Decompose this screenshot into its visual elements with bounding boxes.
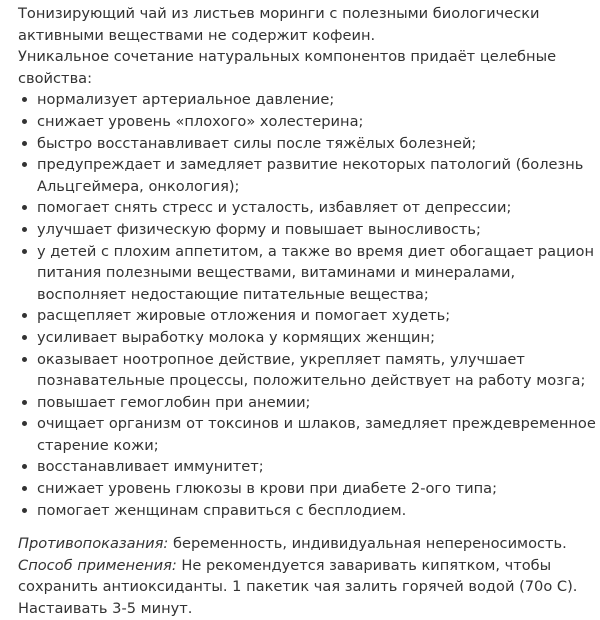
benefit-item: очищает организм от токсинов и шлаков, замедляет преждевременное старение кожи; <box>18 413 596 456</box>
benefit-item: усиливает выработку молока у кормящих женщин; <box>18 327 596 349</box>
benefit-item: помогает женщинам справиться с бесплодием. <box>18 500 596 522</box>
benefit-item: предупреждает и замедляет развитие некоторых патологий (болезнь Альцгеймера, онкология); <box>18 154 596 197</box>
contraindications-paragraph <box>18 533 596 555</box>
usage-label: Способ применения: <box>18 556 177 574</box>
properties-lead-in: Уникальное сочетание натуральных компонентов придаёт целебные свойства: <box>18 48 557 87</box>
benefits-list <box>18 89 596 521</box>
benefit-item: улучшает физическую форму и повышает выносливость; <box>18 219 596 241</box>
benefit-item: быстро восстанавливает силы после тяжёлых болезней; <box>18 133 596 155</box>
product-description <box>18 3 596 620</box>
contraindications-text: беременность, индивидуальная непереносимость. <box>168 535 567 553</box>
benefit-item: восстанавливает иммунитет; <box>18 456 596 478</box>
benefit-item: помогает снять стресс и усталость, избавляет от депрессии; <box>18 197 596 219</box>
benefit-item: снижает уровень «плохого» холестерина; <box>18 111 596 133</box>
intro-section <box>18 3 596 89</box>
benefit-item: нормализует артериальное давление; <box>18 89 596 111</box>
benefit-item: оказывает ноотропное действие, укрепляет память, улучшает познавательные процессы, положительно действует на работу мозга; <box>18 349 596 392</box>
benefit-item: у детей с плохим аппетитом, а также во время диет обогащает рацион питания полезными веществами, витаминами и минералами, восполняет недостающие питательные вещества; <box>18 241 596 306</box>
benefit-item: повышает гемоглобин при анемии; <box>18 392 596 414</box>
contraindications-label: Противопоказания: <box>18 535 169 553</box>
benefit-item: снижает уровень глюкозы в крови при диабете 2-ого типа; <box>18 478 596 500</box>
benefit-item: расщепляет жировые отложения и помогает худеть; <box>18 305 596 327</box>
usage-section <box>18 533 596 619</box>
usage-text: Не рекомендуется заваривать кипятком, чтобы сохранить антиоксиданты. 1 пакетик чая залить горячей водой (70o C). Настаивать 3-5 минут. <box>18 556 578 618</box>
usage-paragraph <box>18 555 596 620</box>
intro-paragraph: Тонизирующий чай из листьев моринги с полезными биологически активными веществами не содержит кофеин. <box>18 5 540 44</box>
